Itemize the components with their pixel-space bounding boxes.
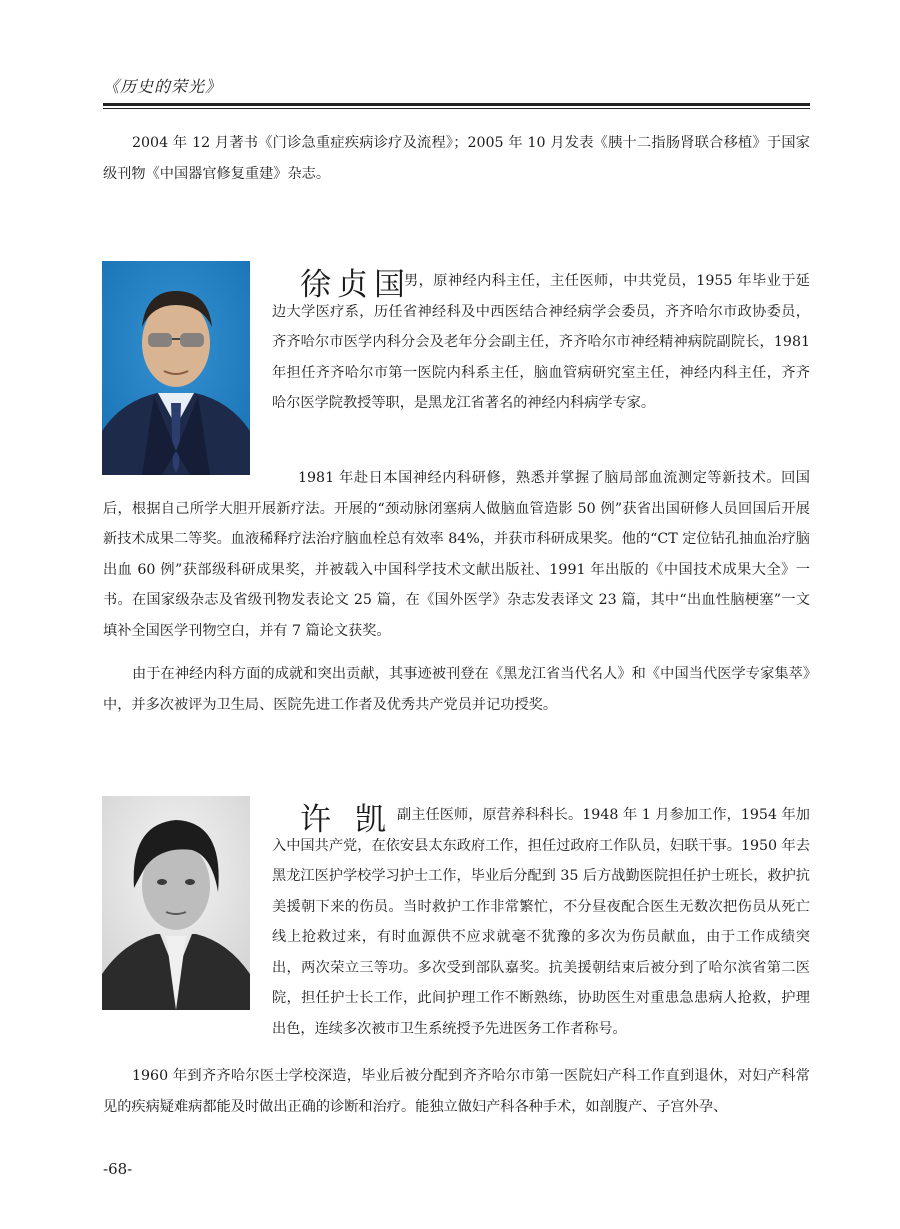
header-rule-thin bbox=[103, 108, 810, 109]
profile-bio: 男，原神经内科主任，主任医师，中共党员，1955 年毕业于延边大学医疗系，历任省神经科及中西医结合神经病学会委员，齐齐哈尔市政协委员，齐齐哈尔市医学内科分会及老年分会副主任，齐齐哈尔市神经精神病院副院长，1981 年担任齐齐哈尔市第一医院内科系主任，脑血管病研究室主任，神经内科主任，齐齐哈尔医学院教授等职，是黑龙江省著名的神经内科病学专家。 bbox=[272, 273, 810, 411]
profile-paragraph: 1960 年到齐齐哈尔医士学校深造，毕业后被分配到齐齐哈尔市第一医院妇产科工作直到退休，对妇产科常见的疾病疑难病都能及时做出正确的诊断和治疗。能独立做妇产科各种手术，如剖腹产、子宫外孕、 bbox=[103, 1068, 810, 1115]
profile-name: 许凯 bbox=[300, 802, 410, 838]
profile-name: 徐贞国 bbox=[300, 267, 411, 303]
running-title: 《历史的荣光》 bbox=[103, 77, 223, 96]
portrait-photo-xu-zhenguo bbox=[102, 261, 250, 475]
page-number: -68- bbox=[103, 1160, 133, 1178]
profile-paragraph: 由于在神经内科方面的成就和突出贡献，其事迹被刊登在《黑龙江省当代名人》和《中国当代医学专家集萃》中，并多次被评为卫生局、医院先进工作者及优秀共产党员并记功授奖。 bbox=[103, 666, 810, 713]
portrait-photo-xu-kai bbox=[102, 796, 250, 1010]
intro-paragraph: 2004 年 12 月著书《门诊急重症疾病诊疗及流程》；2005 年 10 月发表《胰十二指肠肾联合移植》于国家级刊物《中国器官修复重建》杂志。 bbox=[103, 135, 810, 182]
profile-paragraph: 1981 年赴日本国神经内科研修，熟悉并掌握了脑局部血流测定等新技术。回国后，根据自己所学大胆开展新疗法。开展的“颈动脉闭塞病人做脑血管造影 50 例”获省出国研修人员回国后开展新技术成果二等奖。血液稀释疗法治疗脑血栓总有效率 84%，并获市科研成果奖。他的“CT 定位钻孔抽血治疗脑出血 60 例”获部级科研成果奖，并被载入中国科学技术文献出版社、1991 年出版的《中国技术成果大全》一书。在国家级杂志及省级刊物发表论文 25 篇，在《国外医学》杂志发表译文 23 篇，其中“出血性脑梗塞”一文填补全国医学刊物空白，并有 7 篇论文获奖。 bbox=[103, 470, 810, 639]
profile-bio: 副主任医师，原营养科科长。1948 年 1 月参加工作，1954 年加入中国共产党，在依安县太东政府工作，担任过政府工作队员，妇联干事。1950 年去黑龙江医护学校学习护士工作，毕业后分配到 35 后方战勤医院担任护士班长，救护抗美援朝下来的伤员。当时救护工作非常繁忙，不分昼夜配合医生无数次把伤员从死亡线上抢救过来，有时血源供不应求就毫不犹豫的多次为伤员献血，由于工作成绩突出，两次荣立三等功。多次受到部队嘉奖。抗美援朝结束后被分到了哈尔滨省第二医院，担任护士长工作，此间护理工作不断熟练，协助医生对重患急患病人抢救，护理出色，连续多次被市卫生系统授予先进医务工作者称号。 bbox=[272, 807, 810, 1037]
header-rule bbox=[103, 103, 810, 106]
